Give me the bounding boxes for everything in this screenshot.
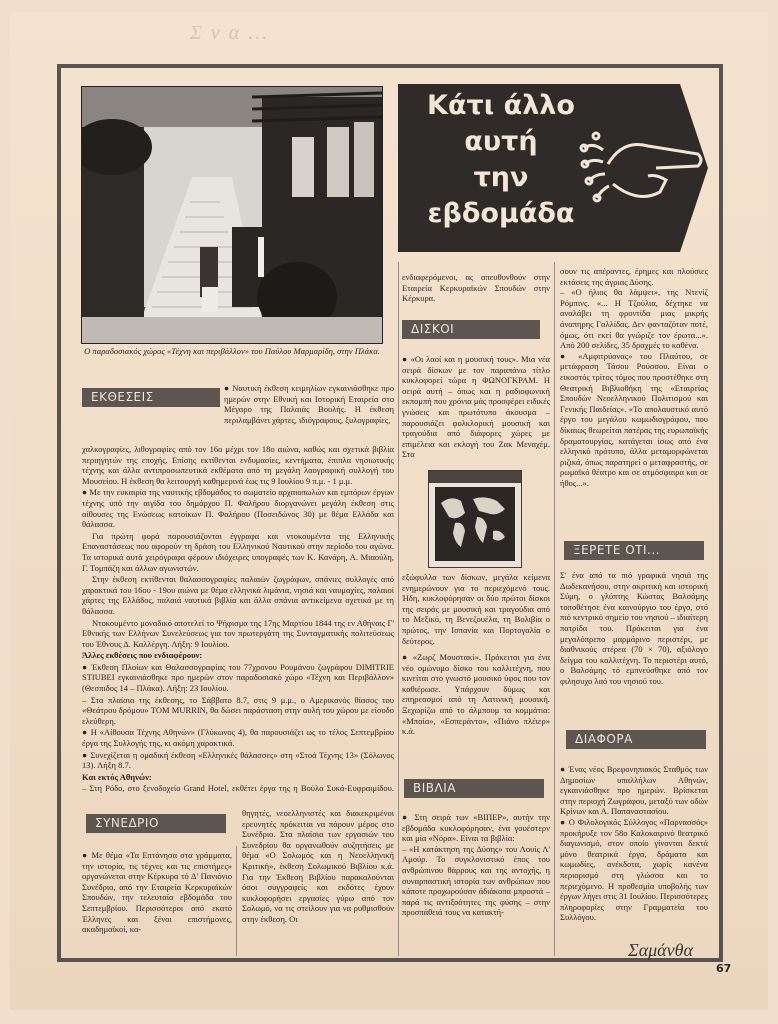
column-rule — [554, 262, 555, 956]
ektheseis-subheading: Και εκτός Αθηνών: — [82, 771, 152, 782]
ektheseis-paragraph: χαλκογραφίες, λιθογραφίες από τον 16ο μέχρι τον 18ο αιώνα, καθώς και σχετικά βιβλία περιηγητών της εποχής. Επίσης εκτίθενται ενδυμασίες, κεντήματα, έπιπλα νησιωτικής τέχνης και άλλα αντιπροσωπευτικά εκθέματα από τη μεγάλη λαογραφική συλλογή του Μουσείου. Η έκθεση θα λειτουργή καθημερινά έως τις 9 Ιουλίου 9 π.μ. - 1 μ.μ. — [82, 444, 394, 486]
world-map-graphic — [435, 487, 515, 561]
section-heading-vivlia: ΒΙΒΛΙΑ — [404, 779, 544, 798]
column-rule — [236, 846, 237, 956]
diafora-text: ● Ένας νέος Βρεφονηπιακός Σταθμός των Δημοσίων υπαλλήλων Αθηνών, εγκαινιάσθηκε προ ημερών. Βρίσκεται στην περιοχή Ζωγράφου, μεταξύ των οδών Κρίνων και Α. Παπαναστασίου. ● Ο Φιλολογικός Σύλλογος «Παρνασσός» προκήρυξε τον 58ο Καλοκαιρινό θεατρικό διαγωνισμό, στον οποίο γίνονται δεκτά μόνο θεατρικά έργα, δράματα και κωμωδίες, ανέκδοτα, χωρίς κανένα περιορισμό στη γλώσσα και το περιεχόμενο. Η προθεσμία υποβολής των έργων λήγει στις 31 Ιουλίου. Περισσότερες πληροφορίες στην Γραμματεία του Συλλόγου. — [560, 764, 708, 923]
banner-title-line: εβδομάδα — [427, 198, 575, 229]
magazine-signature: Σαμάνθα — [628, 940, 693, 960]
ektheseis-paragraph: ● Με την ευκαιρία της ναυτικής εβδομάδος το σωματείο αρχαιοπωλών και εμπόρων έργων τέχνης υπό την αιγίδα του δημάρχου Π. Φαλήρου διοργανώνει μεγάλη έκθεση στις αίθουσες της Ενώσεως κατοίκων Π. Φαλήρου (Ποσειδώνος 30) με θέμα Ελλάδα και θάλασσα. — [82, 487, 394, 530]
ektheseis-body — [82, 444, 394, 794]
xerete-text: Σ' ένα από τα πιό γραφικά νησιά της Δωδεκανήσου, στην ακριτική και ιστορική Σύμη, ο γλύπτης Κώστας Βαλσάμης τοποθέτησε ένα καινούργιο του έργο, στό πιό κεντρικό σημείο του νησιού – ιδιαίτερη πατρίδα του. Πρόκειται για ένα μεγαλόπρεπο μαρμάρινο περιστέρι, με διαθνικούς στέρεα (70 × 70), αξιόλογο δείγμα του καλλιτέχνη. Το περιστέρι αυτό, ο Βαλσάμης τό εμπνεύσθηκε από τον φιλησυχο λαό του νησιού του. — [560, 570, 708, 686]
ektheseis-paragraph: ● Η «Αίθουσα Τέχνης Αθηνών» (Γλύκωνος 4), θα παρουσιάζει ως το τέλος Σεπτεμβρίου έργα της Συλλογής της, κι ακόμη χαρακτικά. — [82, 727, 394, 749]
ektheseis-paragraph: Για πρώτη φορά παρουσιάζονται έγγραφα και ντοκουμέντα της Ελληνικής Επαναστάσεως που αφορούν τη δράση του Ελληνικού Ναυτικού στην περίοδο του αγώνα. Τα ιστορικά αυτά χειρόγραφα φέρουν ιδιόχειρες υπογραφές των Κ. Κανάρη, Α. Μιαούλη, Γ. Τομπάζη και άλλων αγωνιστών. — [82, 530, 394, 573]
section-heading-diafora: ΔΙΑΦΟΡΑ — [566, 730, 706, 749]
page-number: 67 — [716, 962, 732, 975]
ektheseis-paragraph: Ντοκουμέντο μοναδικό αποτελεί το Ψήφισμα της 17ης Μαρτίου 1844 της εν Αθήναις Γ' Εθνικής των Ελλήνων Συνελεύσεως για τον πρωτεργάτη της Συνταγματικής πολιτεύσεως του Έθνους Δ. Καλλέργη. Λήξη: 9 Ιουλίου. — [82, 617, 394, 649]
ektheseis-paragraph: Στην έκθεση εκτίθενται θαλασσογραφίες παλαιών ζωγράφων, σπάνιες συλλογές από χαρακτικά του 16ου - 19ου αιώνα με θέμα ελληνικά λιμάνια, νησιά και ναυμαχίες, παλαιοί χάρτες της Ελλάδος, παλαιά ναυτικά βιβλία και άλλα σπάνια αντικείμενα σχετικά με τη θάλασσα. — [82, 574, 394, 616]
section-heading-diskoi: ΔΙΣΚΟΙ — [402, 320, 540, 339]
diskoi-paragraph-2: εξώφυλλα των δίσκων, μεγάλα κείμενα ενημερώνουν για το περιεχόμενό τους. Ήδη, κυκλοφόρησαν οι δύο πρώτοι δίσκοι της σειράς με μουσική και τραγούδια από το Μεξικό, τη Βενεζουέλα, τη Βολιβία ο πρώτος, την Ισπανία και Πορτογαλία ο δεύτερος. — [402, 572, 550, 646]
synedrio-column-2: θηγητές, νεοελληνιστές και διακεκριμένοι ερευνητές πρόκειται να πάρουν μέρος στο Συνέδριο. Στα πλαίσια των εργασιών του Συνεδρίου θα οργανωθούν συζητήσεις με θέμα «Ο Σολωμός και η Νεοελληνική Κριτική», έκθεση Σολωμικού Βιβλίου κ.ά. Για την Έκθεση Βιβλίου παρακαλούνται όσοι συγγραφείς και εκδότες έχουν κυκλοφορήσει εργασίες γύρω από τον Σολωμό, να τις στείλουν για να ρυθμισθούν στην έκθεση. Οι — [242, 808, 394, 924]
ektheseis-paragraph: ● Συνεχίζεται η ομαδική έκθεση «Ελληνικές θάλασσες» στη «Στοά Τέχνης 13» (Σόλωνος 13). Λήξη 8.7. — [82, 749, 394, 771]
faint-header-text: Σ ν α ... — [190, 22, 270, 44]
synedrio-column-1: ● Με θέμα «Τα Επτάνησα στα γράμματα, την ιστορία, τις τέχνες και τις επιστήμες» οργανώνεται στην Κέρκυρα τό Δ' Πανιόνιο Συνέδριο, από την Εταιρεία Κερκυραϊκών Σπουδών, την τελευταία εβδομάδα του Σεπτεμβρίου. Περισσότεροι από εκατό Έλληνες και ξένοι επιστήμονες, ακαδημαϊκοί, κα- — [82, 850, 232, 935]
column-rule — [398, 262, 399, 956]
vivlia-text: ● Στη σειρά των «ΒΙΠΕΡ», αυτήν την εβδομάδα κυκλοφόρησαν, ένα γουέστερν και μία «Νόρα». Είναι τα βιβλία: – «Η κατάκτηση της Δύσης» του Λουίς Λ' Αμούρ. Το συγκλονιστικό έπος του ανθρώπινου θάρρους και της αντοχής, η συναρπαστική ιστορία των ανθρώπων που κάποτε προχωρούσαν άδιάκοπα μπροστά – παρά τις αντιξοότητες της φύσης – στην προσπάθειά τους να κατακτή- — [402, 812, 550, 918]
courtyard-photo — [81, 86, 383, 344]
ektheseis-paragraph: ● Έκθεση Πλοίων και Θαλασσογραφίας του 77χρονου Ρουμάνου ζωγράφου DIMITRIE STIUBEI εγκαινιάσθηκε προ ημερών στον παραδοσιακό χώρο «Τέχνη και Περιβάλλον» (Θεσπιδος 14 – Πλάκα). Λήξη: 23 Ιουλίου. — [82, 661, 394, 694]
section-heading-xerete: ΞΕΡΕΤΕ ΟΤΙ... — [564, 541, 704, 560]
banner-title-line: Κάτι άλλο — [427, 90, 575, 121]
section-heading-synedrio: ΣΥΝΕΔΡΙΟ — [86, 814, 226, 833]
synedrio-continuation: ενδιαφερόμενοι, ας απευθυνθούν στην Εταιρεία Κερκυραϊκών Σπουδών στην Κέρκυρα. — [402, 272, 550, 304]
diskoi-paragraph-1: ● «Οι λαοί και η μουσική τους». Μια νέα σειρά δίσκων με τον παραπάνω τίτλο κυκλοφορεί τώρα η ΦΩΝΟΓΚΡΑΜ. Η σειρά αυτή – όπως και η ραδιοφωνική εκπομπή που χρόνια μάς προσφέρει ειδικές γνώσεις και πρωτότυπο άκουσμα – παρουσιάζει φολκλορική μουσική και τραγούδια από διάφορες χώρες με επιμέλεια και εκλογή του Ζακ Μεναχέμ. Στα — [402, 354, 550, 460]
ektheseis-subheading: Άλλες εκθέσεις που ενδιαφέρουν: — [82, 650, 203, 661]
album-cover-band — [429, 471, 521, 483]
banner-title — [406, 88, 596, 232]
vivlia-continuation: σουν τις απέραντες, έρημες και πλούσιες εκτάσεις της άγριας Δύσης. – «Ο ήλιος θα λάμψει», της Ντενίζ Ρόμπινς. «... Η Τζούλια, δέχτηκε να αναλάβει τη φροντίδα μιας μικρής άναπηρης Γαλλίδας. Δεν φανταζόταν ποτέ, όμως, ότι εκεί θα γνώριζε τον έρωτα...». Από 200 σελίδες, 35 δραχμές το καθένα. ● «Αμφιτρύονας» του Πλαύτου, σε μετάφραση Τάσου Ρούσσου. Είναι ο εικοστός τρίτος τόμος που προστέθηκε στη Θεατρική Βιβλιοθήκη της «Εταιρείας Σπουδών Νεοελληνικού Πολιτισμού και Γενικής Παιδείας». «Το απολαυστικό αυτό έργο του μεγάλου κωμωδιογράφου, που δίκαιως θεωρείται πατέρας της ευρωπαϊκής δραματουργίας, κατάγεται ίσως από ένα ελληνικό πρότυπο, άλλα μεταμορφώνεται ριζικά, όπως παρατηρεί ο μεταφραστής, σε ρωμαϊκό θέατρο και σε ατμόσφαιρα και σε ήθος...». — [560, 266, 708, 488]
banner-title-line: την — [473, 162, 529, 193]
ektheseis-paragraph: – Στα πλαίσια της έκθεσης, το Σάββατο 8.7, στις 9 μ.μ., ο Αμερικανός θίασος του «Θεάτρου δρόμου» TOM MURRIN, θα δώσει παράσταση στην αυλή του χώρου με είσοδο ελεύθερη. — [82, 694, 394, 726]
ektheseis-intro: ● Ναυτική έκθεση κειμηλίων εγκαινιάσθηκε προ ημερών στην Εθνική και Ιστορική Εταιρεία στο Μέγαρο της Παλαιάς Βουλής. Η έκθεση περιλαμβάνει χάρτες, ιδιόγραφους, ξυλογραφίες, — [224, 383, 394, 425]
banner-title-line: αυτή — [464, 126, 538, 157]
album-cover-image — [428, 470, 522, 568]
ektheseis-paragraph: – Στη Ρόδο, στο ξενοδοχείο Grand Hotel, εκθέτει έργα της η Βούλα Συκά-Ευφραιμίδου. — [82, 783, 394, 794]
photo-caption: Ο παραδοσιακός χώρος «Τέχνη και περιβάλλον» του Παύλου Μαρμαρίδη, στην Πλάκα. — [84, 346, 380, 356]
diskoi-paragraph-3: ● «Ζωρζ Μουστακί». Πρόκειται για ένα νέο ομώνυμο δίσκο του καλλιτέχνη, που κινείται στο γνωστό μουσικό ύφος που τον καθιέρωσε. Υπάρχουν δύμως και επηρεασμοί από τη Λατινική μουσική. Ξεχωρίζω από το άλμπουμ τα κομμάτια: «Μπαία», «Εσπεράντο», «Πιάνο πλέιερ» κ.ά. — [402, 652, 550, 737]
feature-banner — [398, 84, 708, 252]
section-heading-ektheseis: ΕΚΘΕΣΕΙΣ — [82, 388, 220, 407]
